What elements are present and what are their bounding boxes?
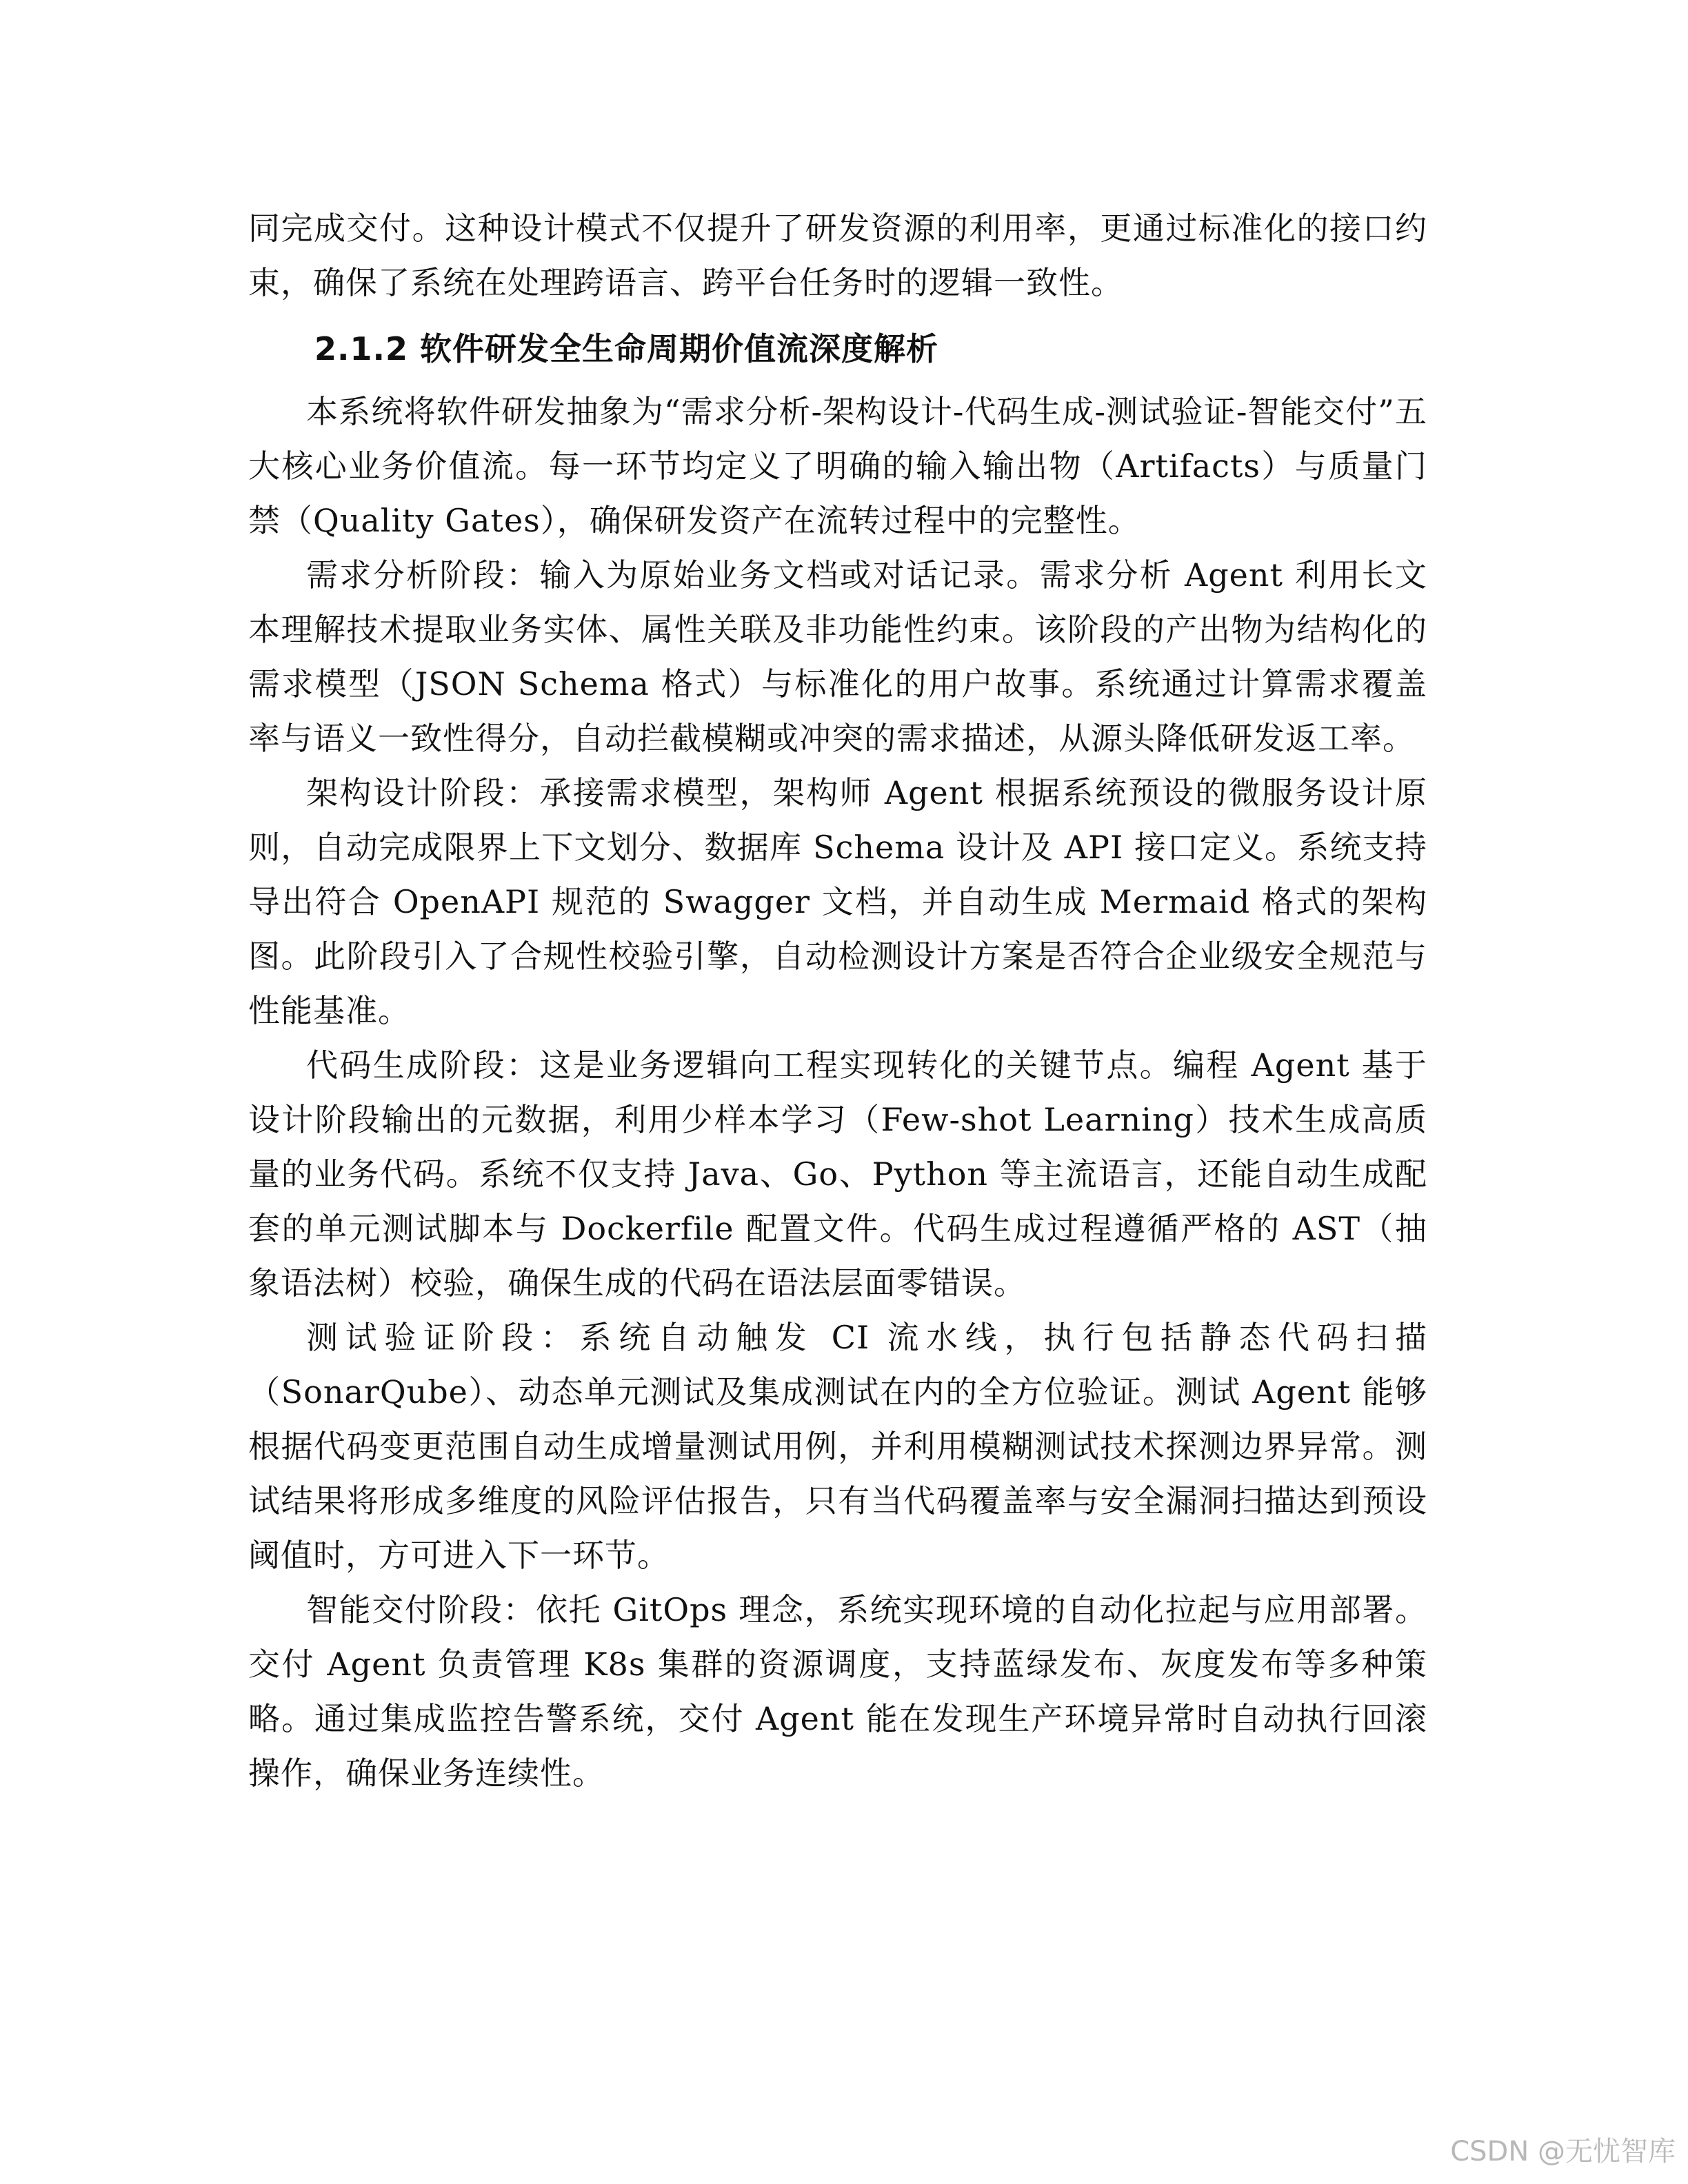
- section-heading: 2.1.2 软件研发全生命周期价值流深度解析: [314, 330, 938, 367]
- continuation-paragraph: 同完成交付。这种设计模式不仅提升了研发资源的利用率，更通过标准化的接口约束，确保了系统在处理跨语言、跨平台任务时的逻辑一致性。: [248, 210, 1427, 301]
- requirements-paragraph: 需求分析阶段：输入为原始业务文档或对话记录。需求分析 Agent 利用长文本理解技术提取业务实体、属性关联及非功能性约束。该阶段的产出物为结构化的需求模型（JSON Schema 格式）与标准化的用户故事。系统通过计算需求覆盖率与语义一致性得分，自动拦截模糊或冲突的需求描述，从源头降低研发返工率。: [248, 556, 1427, 757]
- testing-paragraph: 测试验证阶段：系统自动触发 CI 流水线，执行包括静态代码扫描（SonarQube）、动态单元测试及集成测试在内的全方位验证。测试 Agent 能够根据代码变更范围自动生成增量测试用例，并利用模糊测试技术探测边界异常。测试结果将形成多维度的风险评估报告，只有当代码覆盖率与安全漏洞扫描达到预设阈值时，方可进入下一环节。: [248, 1319, 1427, 1574]
- architecture-paragraph: 架构设计阶段：承接需求模型，架构师 Agent 根据系统预设的微服务设计原则，自动完成限界上下文划分、数据库 Schema 设计及 API 接口定义。系统支持导出符合 OpenAPI 规范的 Swagger 文档，并自动生成 Mermaid 格式的架构图。此阶段引入了合规性校验引擎，自动检测设计方案是否符合企业级安全规范与性能基准。: [248, 774, 1427, 1029]
- delivery-paragraph: 智能交付阶段：依托 GitOps 理念，系统实现环境的自动化拉起与应用部署。交付 Agent 负责管理 K8s 集群的资源调度，支持蓝绿发布、灰度发布等多种策略。通过集成监控告警系统，交付 Agent 能在发现生产环境异常时自动执行回滚操作，确保业务连续性。: [248, 1591, 1427, 1792]
- csdn-watermark: CSDN @无忧智库: [1450, 2136, 1676, 2167]
- intro-paragraph: 本系统将软件研发抽象为“需求分析-架构设计-代码生成-测试验证-智能交付”五大核心业务价值流。每一环节均定义了明确的输入输出物（Artifacts）与质量门禁（Quality Gates），确保研发资产在流转过程中的完整性。: [248, 393, 1427, 539]
- document-page: [248, 201, 1427, 1801]
- codegen-paragraph: 代码生成阶段：这是业务逻辑向工程实现转化的关键节点。编程 Agent 基于设计阶段输出的元数据，利用少样本学习（Few-shot Learning）技术生成高质量的业务代码。系统不仅支持 Java、Go、Python 等主流语言，还能自动生成配套的单元测试脚本与 Dockerfile 配置文件。代码生成过程遵循严格的 AST（抽象语法树）校验，确保生成的代码在语法层面零错误。: [248, 1046, 1427, 1302]
